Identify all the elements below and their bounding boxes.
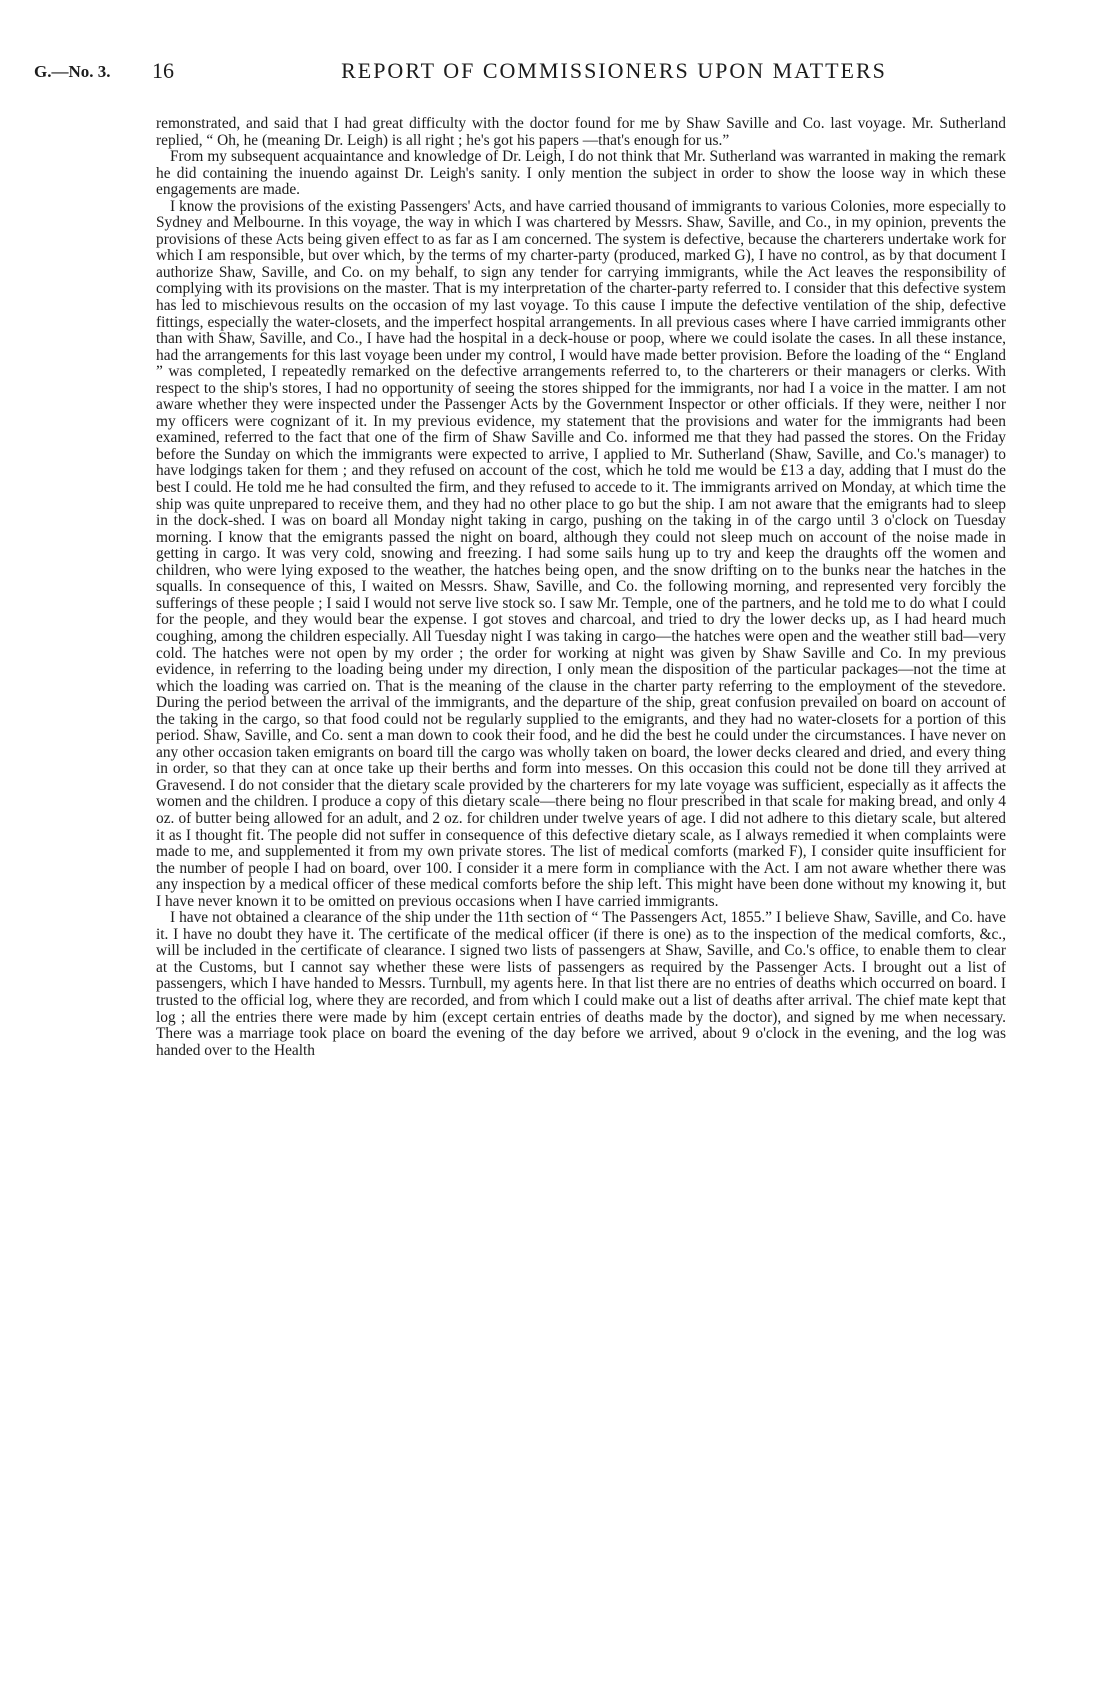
paragraph-4: I have not obtained a clearance of the ship under the 11th section of “ The Passengers Act, 1855.” I believe Shaw, Saville, and Co. have it. I have no doubt they have it. The certificate of the medical officer (if there is one) as to the inspection of the medical comforts, &c., will be included in the certificate of clearance. I signed two lists of passengers at Shaw, Saville, and Co.'s office, to enable them to clear at the Customs, but I cannot say whether these were lists of passengers as required by the Passenger Acts. I brought out a list of passengers, which I have handed to Messrs. Turnbull, my agents here. In that list there are no entries of deaths which occurred on board. I trusted to the official log, where they are recorded, and from which I could make out a list of deaths after arrival. The chief mate kept that log ; all the entries there were made by him (except certain entries of deaths made by the doctor), and signed by me when necessary. There was a marriage took place on board the evening of the day before we arrived, about 9 o'clock in the evening, and the log was handed over to the Health <box>156 909 1006 1059</box>
page-number: 16 <box>152 58 174 83</box>
paragraph-3: I know the provisions of the existing Passengers' Acts, and have carried thousand of immigrants to various Colonies, more especially to Sydney and Melbourne. In this voyage, the way in which I was chartered by Messrs. Shaw, Saville, and Co., in my opinion, prevents the provisions of these Acts being given effect to as far as I am concerned. The system is defective, because the charterers undertake work for which I am responsible, but over which, by the terms of my charter-party (produced, marked G), I have no control, as by that document I authorize Shaw, Saville, and Co. on my behalf, to sign any tender for carrying immigrants, while the Act leaves the responsibility of complying with its provisions on the master. That is my interpretation of the charter-party referred to. I consider that this defective system has led to mischievous results on the occasion of my last voyage. To this cause I impute the defective ventilation of the ship, defective fittings, especially the water-closets, and the imperfect hospital arrangements. In all previous cases where I have carried immigrants other than with Shaw, Saville, and Co., I have had the hospital in a deck-house or poop, where we could isolate the cases. In all these instance, had the arrangements for this last voyage been under my control, I would have made better provision. Before the loading of the “ England ” was completed, I repeatedly remarked on the defective arrangements referred to, to the charterers or their managers or clerks. With respect to the ship's stores, I had no opportunity of seeing the stores shipped for the immigrants, nor had I a voice in the matter. I am not aware whether they were inspected under the Passenger Acts by the Government Inspector or other officials. If they were, neither I nor my officers were cognizant of it. In my previous evidence, my statement that the provisions and water for the immigrants had been examined, referred to the fact that one of the firm of Shaw Saville and Co. informed me that they had passed the stores. On the Friday before the Sunday on which the immigrants were expected to arrive, I applied to Mr. Sutherland (Shaw, Saville, and Co.'s manager) to have lodgings taken for them ; and they refused on account of the cost, which he told me would be £13 a day, adding that I must do the best I could. He told me he had consulted the firm, and they refused to accede to it. The immigrants arrived on Monday, at which time the ship was quite unprepared to receive them, and they had no other place to go but the ship. I am not aware that the emigrants had to sleep in the dock-shed. I was on board all Monday night taking in cargo, pushing on the taking in of the cargo until 3 o'clock on Tuesday morning. I know that the emigrants passed the night on board, although they could not sleep much on account of the noise made in getting in cargo. It was very cold, snowing and freezing. I had some sails hung up to try and keep the draughts off the women and children, who were lying exposed to the weather, the hatches being open, and the snow drifting on to the bunks near the hatches in the squalls. In consequence of this, I waited on Messrs. Shaw, Saville, and Co. the following morning, and represented very forcibly the sufferings of these people ; I said I would not serve live stock so. I saw Mr. Temple, one of the partners, and he told me to do what I could for the people, and they would bear the expense. I got stoves and charcoal, and tried to dry the lower decks up, as I had heard much coughing, among the children especially. All Tuesday night I was taking in cargo—the hatches were open and the weather still bad—very cold. The hatches were not open by my order ; the order for working at night was given by Shaw Saville and Co. In my previous evidence, in referring to the loading being under my direction, I only mean the disposition of the particular packages—not the time at which the loading was carried on. That is the meaning of the clause in the charter party referring to the employment of the stevedore. During the period between the arrival of the immigrants, and the departure of the ship, great confusion prevailed on board on account of the taking in the cargo, so that food could not be regularly supplied to the emigrants, and they had no water-closets for a portion of this period. Shaw, Saville, and Co. sent a man down to cook their food, and he did the best he could under the circumstances. I have never on any other occasion taken emigrants on board till the cargo was wholly taken on board, the lower decks cleared and dried, and every thing in order, so that they can at once take up their berths and form into messes. On this occasion this could not be done till they arrived at Gravesend. I do not consider that the dietary scale provided by the charterers for my late voyage was sufficient, especially as it affects the women and the children. I produce a copy of this dietary scale—there being no flour prescribed in that scale for making bread, and only 4 oz. of butter being allowed for an adult, and 2 oz. for children under twelve years of age. I did not adhere to this dietary scale, but altered it as I thought fit. The people did not suffer in consequence of this defective dietary scale, as I always remedied it when complaints were made to me, and supplemented it from my own private stores. The list of medical comforts (marked F), I consider quite insufficient for the number of people I had on board, over 100. I consider it a mere form in compliance with the Act. I am not aware whether there was any inspection by a medical officer of these medical comforts before the ship left. This might have been done without my knowing it, but I have never known it to be omitted on previous occasions when I have carried immigrants. <box>156 197 1006 910</box>
document-reference: G.—No. 3. <box>34 62 111 81</box>
paragraph-1: remonstrated, and said that I had great difficulty with the doctor found for me by Shaw Saville and Co. last voyage. Mr. Sutherland replied, “ Oh, he (meaning Dr. Leigh) is all right ; he's got his papers —that's enough for us.” <box>156 115 1006 149</box>
paragraph-2: From my subsequent acquaintance and knowledge of Dr. Leigh, I do not think that Mr. Sutherland was warranted in making the remark he did containing the inuendo against Dr. Leigh's sanity. I only mention the subject in order to show the loose way in which these engagements are made. <box>156 148 1006 199</box>
running-title: REPORT OF COMMISSIONERS UPON MATTERS <box>341 58 887 83</box>
page-header <box>34 58 1044 88</box>
page-body <box>156 116 1006 1059</box>
